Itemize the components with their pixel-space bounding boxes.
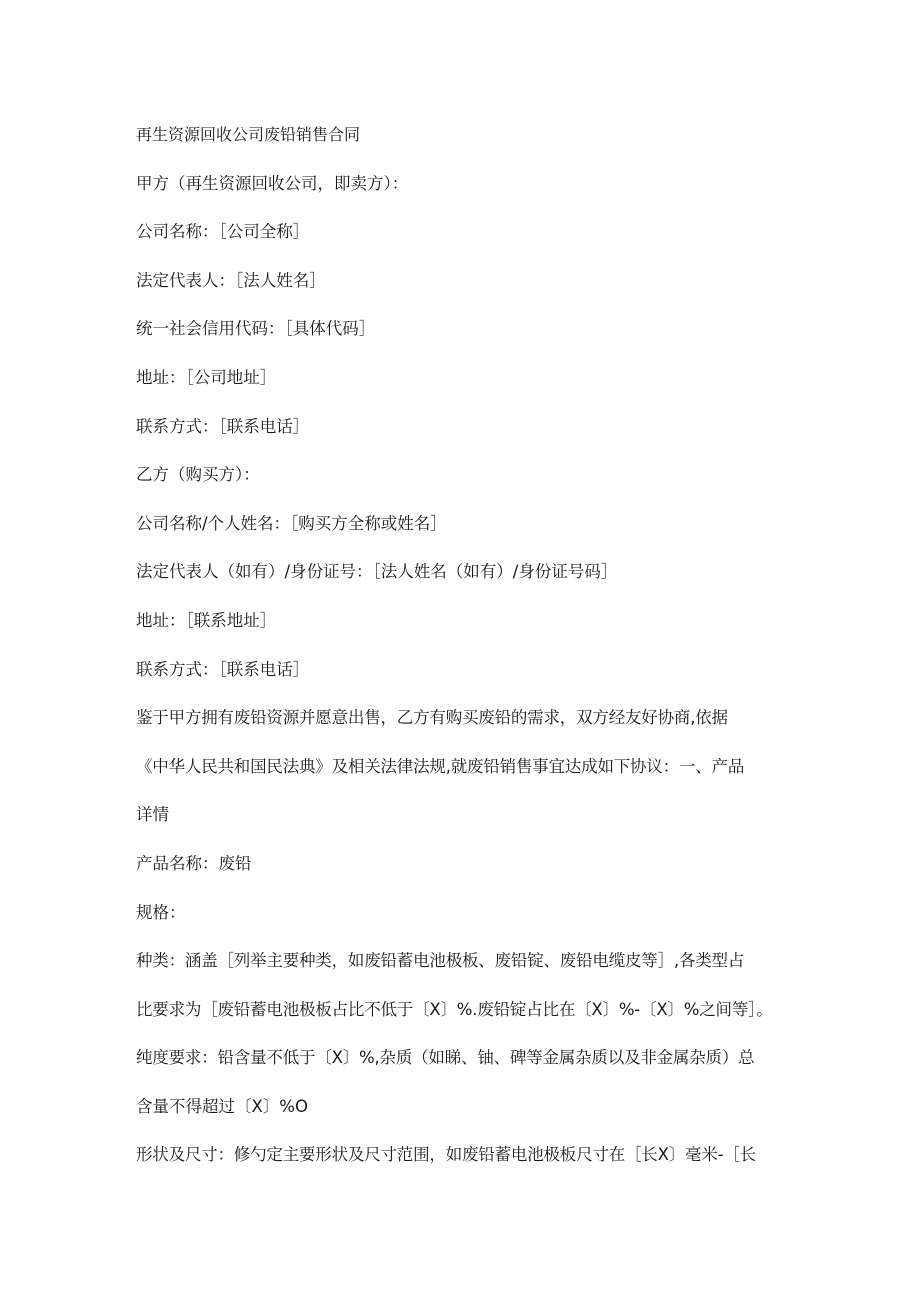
party-b-name: 公司名称/个人姓名：［购买方全称或姓名］ — [136, 513, 447, 533]
shape-size-line: 形状及尺寸：修勺定主要形状及尺寸范围，如废铅蓄电池极板尺寸在［长X〕毫米-［长 — [136, 1145, 756, 1165]
party-a-contact: 联系方式：［联系电话］ — [136, 416, 310, 436]
preamble-line-3: 详情 — [136, 805, 169, 825]
party-b-address: 地址：［联系地址］ — [136, 610, 277, 630]
party-a-legal-representative: 法定代表人：［法人姓名］ — [136, 270, 326, 290]
party-a-company-name: 公司名称：［公司全称］ — [136, 222, 310, 242]
party-a-credit-code: 统一社会信用代码：［具体代码］ — [136, 319, 376, 339]
preamble-line-1: 鉴于甲方拥有废铅资源并愿意出售，乙方有购买废铅的需求，双方经友好协商,依据 — [136, 708, 728, 728]
specification-heading: 规格： — [136, 902, 186, 922]
party-b-heading: 乙方（购买方）： — [136, 465, 260, 485]
document-title: 再生资源回收公司废铅销售合同 — [136, 125, 361, 144]
party-a-address: 地址：［公司地址］ — [136, 367, 277, 387]
category-line-2: 比要求为［废铅蓄电池极板占比不低于〔X〕%.废铅锭占比在〔X〕%-〔X〕%之间等］。 — [136, 999, 773, 1019]
category-line-1: 种类：涵盖［列举主要种类，如废铅蓄电池极板、废铅锭、废铅电缆皮等］,各类型占 — [136, 951, 745, 971]
document-body — [136, 119, 786, 1188]
purity-line-2: 含量不得超过〔X〕%O — [136, 1096, 308, 1116]
party-b-contact: 联系方式：［联系电话］ — [136, 659, 310, 679]
product-name: 产品名称：废铅 — [136, 853, 252, 873]
preamble-line-2: 《中华人民共和国民法典》及相关法律法规,就废铅销售事宜达成如下协议：一、产品 — [136, 756, 745, 776]
party-b-legal-representative: 法定代表人（如有）/身份证号：［法人姓名（如有）/身份证号码］ — [136, 562, 618, 582]
party-a-heading: 甲方（再生资源回收公司，即卖方）： — [136, 173, 409, 193]
purity-line-1: 纯度要求：铅含量不低于〔X〕%,杂质（如睇、铀、碑等金属杂质以及非金属杂质）总 — [136, 1048, 755, 1068]
